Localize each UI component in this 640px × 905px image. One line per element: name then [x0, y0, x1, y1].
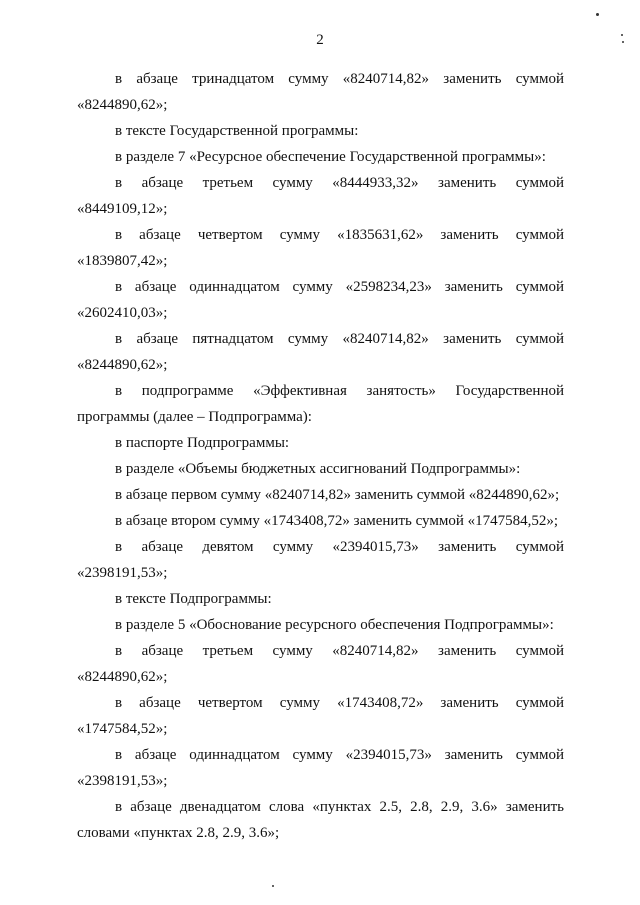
paragraph-18 — [77, 742, 564, 794]
paragraph-17-line-1: в абзаце четвертом сумму «1743408,72» заменить суммой — [115, 695, 564, 711]
paragraph-16-line-2: «8244890,62»; — [77, 669, 168, 685]
paragraph-7-line-2: «8244890,62»; — [77, 357, 168, 373]
paragraph-18-line-2: «2398191,53»; — [77, 773, 168, 789]
paragraph-5-line-2: «1839807,42»; — [77, 253, 168, 269]
paragraph-15: в разделе 5 «Обоснование ресурсного обеспечения Подпрограммы»: — [115, 617, 554, 633]
paragraph-13-line-1: в абзаце девятом сумму «2394015,73» заменить суммой — [115, 539, 564, 555]
paragraph-1 — [77, 66, 564, 118]
scan-speck — [621, 34, 623, 36]
paragraph-19 — [77, 794, 564, 846]
paragraph-8-line-1: в подпрограмме «Эффективная занятость» Государственной — [115, 383, 564, 399]
paragraph-13 — [77, 534, 564, 586]
paragraph-7 — [77, 326, 564, 378]
paragraph-1-line-1: в абзаце тринадцатом сумму «8240714,82» заменить суммой — [115, 71, 564, 87]
paragraph-9: в паспорте Подпрограммы: — [115, 435, 290, 451]
paragraph-4-line-2: «8449109,12»; — [77, 201, 168, 217]
paragraph-6-line-1: в абзаце одиннадцатом сумму «2598234,23» заменить суммой — [115, 279, 564, 295]
paragraph-5-line-1: в абзаце четвертом сумму «1835631,62» заменить суммой — [115, 227, 564, 243]
paragraph-16 — [77, 638, 564, 690]
paragraph-6-line-2: «2602410,03»; — [77, 305, 168, 321]
document-body — [77, 66, 564, 846]
paragraph-8 — [77, 378, 564, 430]
paragraph-16-line-1: в абзаце третьем сумму «8240714,82» заменить суммой — [115, 643, 564, 659]
paragraph-17-line-2: «1747584,52»; — [77, 721, 168, 737]
paragraph-5 — [77, 222, 564, 274]
paragraph-19-line-2: словами «пунктах 2.8, 2.9, 3.6»; — [77, 825, 280, 841]
page-number: 2 — [316, 32, 324, 48]
scan-speck — [622, 41, 624, 43]
paragraph-4 — [77, 170, 564, 222]
paragraph-18-line-1: в абзаце одиннадцатом сумму «2394015,73» заменить суммой — [115, 747, 564, 763]
paragraph-10: в разделе «Объемы бюджетных ассигнований Подпрограммы»: — [115, 461, 521, 477]
paragraph-13-line-2: «2398191,53»; — [77, 565, 168, 581]
paragraph-2: в тексте Государственной программы: — [115, 123, 359, 139]
scan-speck — [272, 885, 274, 887]
paragraph-12: в абзаце втором сумму «1743408,72» заменить суммой «1747584,52»; — [115, 513, 559, 529]
paragraph-7-line-1: в абзаце пятнадцатом сумму «8240714,82» заменить суммой — [115, 331, 564, 347]
paragraph-14: в тексте Подпрограммы: — [115, 591, 272, 607]
paragraph-1-line-2: «8244890,62»; — [77, 97, 168, 113]
scan-speck — [596, 13, 599, 16]
paragraph-4-line-1: в абзаце третьем сумму «8444933,32» заменить суммой — [115, 175, 564, 191]
paragraph-11: в абзаце первом сумму «8240714,82» заменить суммой «8244890,62»; — [115, 487, 560, 503]
paragraph-17 — [77, 690, 564, 742]
paragraph-19-line-1: в абзаце двенадцатом слова «пунктах 2.5, 2.8, 2.9, 3.6» заменить — [115, 799, 564, 815]
paragraph-6 — [77, 274, 564, 326]
paragraph-8-line-2: программы (далее – Подпрограмма): — [77, 409, 312, 425]
paragraph-3: в разделе 7 «Ресурсное обеспечение Государственной программы»: — [115, 149, 546, 165]
